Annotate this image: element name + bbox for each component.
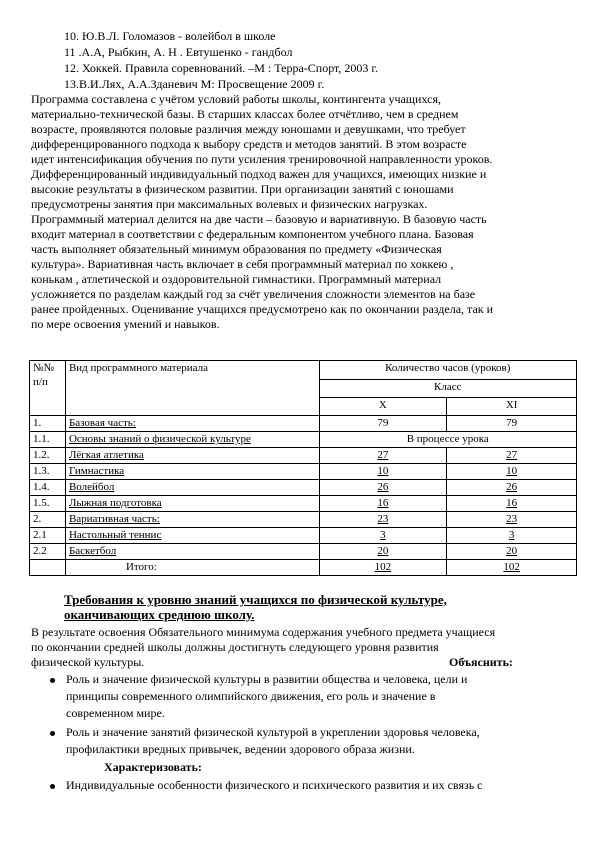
- grade-x-header: X: [319, 398, 447, 416]
- row-hours-xi: 79: [447, 416, 577, 432]
- row-name: Лыжная подготовка: [65, 496, 319, 512]
- explain-label: Объяснить:: [449, 655, 513, 669]
- row-hours-x: 3: [319, 528, 447, 544]
- row-name: Гимнастика: [65, 464, 319, 480]
- row-hours-x: 27: [319, 448, 447, 464]
- intro-line: часть выполняет обязательный минимум образования по предмету «Физическая: [31, 242, 442, 256]
- row-name: Лёгкая атлетика: [65, 448, 319, 464]
- explain-item-line: профилактики вредных привычек, ведении здорового образа жизни.: [66, 742, 415, 756]
- characterize-label: Характеризовать:: [104, 760, 202, 774]
- table-row: [30, 448, 577, 464]
- row-num: 1.5.: [30, 496, 66, 512]
- row-num: 2.: [30, 512, 66, 528]
- row-name: Баскетбол: [65, 544, 319, 560]
- row-hours-x: 102: [319, 560, 447, 576]
- row-name: Основы знаний о физической культуре: [65, 432, 319, 448]
- bullet-icon: [50, 731, 55, 736]
- row-hours-xi: 16: [447, 496, 577, 512]
- requirements-line: физической культуры.: [31, 655, 145, 669]
- hours-table: [29, 360, 577, 576]
- intro-line: дифференцированного подхода к выбору средств и методов занятий. В этом возрасте: [31, 137, 467, 151]
- table-row: [30, 432, 577, 448]
- bullet-icon: [50, 784, 55, 789]
- col-type-header: Вид программного материала: [65, 361, 319, 416]
- intro-line: Программный материал делится на две части – базовую и вариативную. В базовую часть: [31, 212, 487, 226]
- row-hours-xi: 10: [447, 464, 577, 480]
- explain-item-line: Роль и значение занятий физической культурой в укреплении здоровья человека,: [66, 725, 480, 739]
- intro-line: высокие результаты в физическом развитии. При организации занятий с юношами: [31, 182, 454, 196]
- intro-line: возрасте, проявляются половые различия между юношами и девушками, что требует: [31, 122, 466, 136]
- table-row: [30, 528, 577, 544]
- intro-line: ранее пройденных. Оценивание учащихся предусмотрено как по окончании раздела, так и: [31, 302, 494, 316]
- explain-item-line: принципы современного олимпийского движения, его роль и значение в: [66, 689, 436, 703]
- row-num: 1.1.: [30, 432, 66, 448]
- requirements-line: по окончании средней школы должны достигнуть следующего уровня развития: [31, 640, 439, 654]
- reference-item: 12. Хоккей. Правила соревнований. –М : Терра-Спорт, 2003 г.: [64, 61, 378, 75]
- table-row: [30, 464, 577, 480]
- row-num: 1.4.: [30, 480, 66, 496]
- reference-item: 11 .А.А, Рыбкин, А. Н . Евтушенко - гандбол: [64, 45, 293, 59]
- row-num: 2.2: [30, 544, 66, 560]
- grade-xi-header: XI: [447, 398, 577, 416]
- row-hours-x: 10: [319, 464, 447, 480]
- characterize-item-line: Индивидуальные особенности физического и психического развития и их связь с: [66, 778, 483, 792]
- row-num: 1.2.: [30, 448, 66, 464]
- row-hours-xi: 3: [447, 528, 577, 544]
- table-row-total: [30, 560, 577, 576]
- table-row: [30, 480, 577, 496]
- row-hours-xi: 27: [447, 448, 577, 464]
- row-hours-x: 20: [319, 544, 447, 560]
- requirements-heading: Требования к уровню знаний учащихся по физической культуре,: [64, 592, 447, 607]
- row-name: Волейбол: [65, 480, 319, 496]
- reference-item: 13.В.И.Лях, А.А.Зданевич М: Просвещение 2009 г.: [64, 77, 325, 91]
- reference-item: 10. Ю.В.Л. Голомазов - волейбол в школе: [64, 29, 276, 43]
- hours-header: Количество часов (уроков): [319, 361, 576, 380]
- row-num: 1.3.: [30, 464, 66, 480]
- explain-item-line: Роль и значение физической культуры в развитии общества и человека, цели и: [66, 672, 468, 686]
- row-hours-x: 16: [319, 496, 447, 512]
- intro-line: входит материал в соответствии с федеральным компонентом учебного плана. Базовая: [31, 227, 474, 241]
- table-row: [30, 416, 577, 432]
- row-name: Итого:: [65, 560, 319, 576]
- row-name: Базовая часть:: [65, 416, 319, 432]
- row-hours-x: 23: [319, 512, 447, 528]
- table-row: [30, 496, 577, 512]
- class-header: Класс: [319, 379, 576, 398]
- table-row: [30, 512, 577, 528]
- row-num: 2.1: [30, 528, 66, 544]
- intro-line: по мере освоения умений и навыков.: [31, 317, 220, 331]
- row-hours-x: 79: [319, 416, 447, 432]
- row-hours-xi: 102: [447, 560, 577, 576]
- intro-line: предусмотрены занятия при максимальных волевых и физических нагрузках.: [31, 197, 428, 211]
- intro-line: идет интенсификация обучения по пути усиления тренировочной направленности уроков.: [31, 152, 493, 166]
- explain-item-line: современном мире.: [66, 706, 165, 720]
- row-num: 1.: [30, 416, 66, 432]
- row-hours-merged: В процессе урока: [319, 432, 576, 448]
- intro-line: Программа составлена с учётом условий работы школы, контингента учащихся,: [31, 92, 441, 106]
- row-num: [30, 560, 66, 576]
- intro-line: конькам , атлетической и оздоровительной гимнастики. Программный материал: [31, 272, 442, 286]
- intro-line: материально-технической базы. В старших классах более отчётливо, чем в среднем: [31, 107, 459, 121]
- intro-line: Дифференцированный индивидуальный подход важен для учащихся, имеющих низкие и: [31, 167, 487, 181]
- requirements-line: В результате освоения Обязательного минимума содержания учебного предмета учащиеся: [31, 625, 496, 639]
- row-hours-x: 26: [319, 480, 447, 496]
- row-hours-xi: 20: [447, 544, 577, 560]
- intro-line: усложняется по разделам каждый год за счёт увеличения сложности элементов на базе: [31, 287, 476, 301]
- row-name: Настольный теннис: [65, 528, 319, 544]
- row-name: Вариативная часть:: [65, 512, 319, 528]
- row-hours-xi: 26: [447, 480, 577, 496]
- intro-line: культура». Вариативная часть включает в себя программный материал по хоккею ,: [31, 257, 454, 271]
- bullet-icon: [50, 678, 55, 683]
- table-row: [30, 544, 577, 560]
- requirements-heading: оканчивающих среднюю школу.: [64, 607, 255, 622]
- row-hours-xi: 23: [447, 512, 577, 528]
- col-num-header: №№ п/п: [30, 361, 66, 416]
